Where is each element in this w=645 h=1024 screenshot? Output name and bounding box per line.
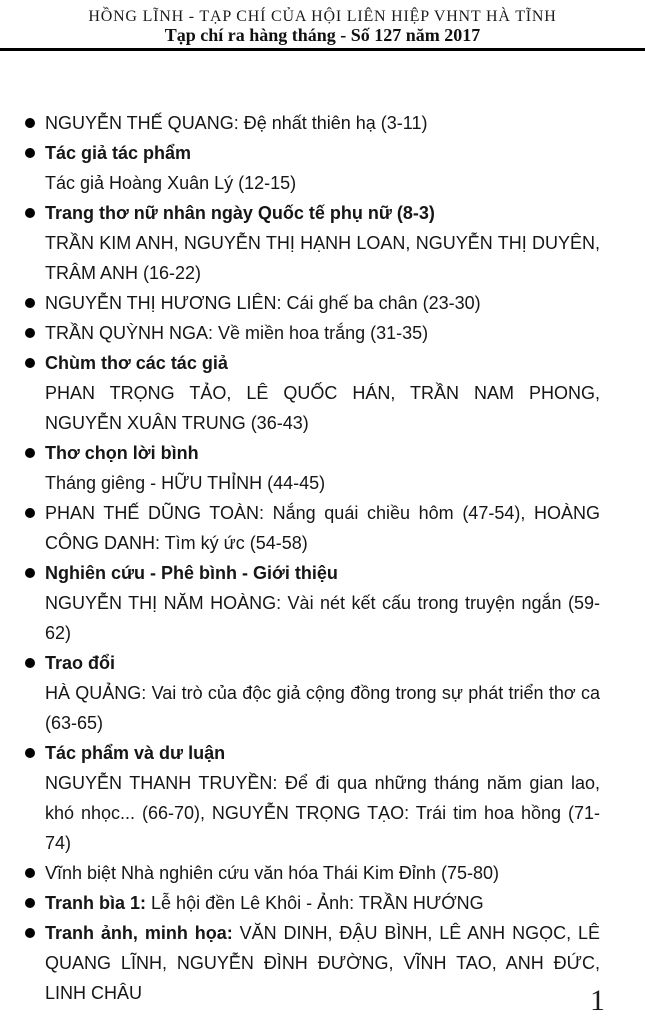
toc-item-lines — [45, 288, 600, 318]
magazine-title: HỒNG LĨNH - TẠP CHÍ CỦA HỘI LIÊN HIỆP VHNT HÀ TĨNH — [88, 8, 557, 25]
toc-line — [45, 738, 600, 768]
toc-list — [0, 108, 600, 1008]
bullet-icon — [25, 898, 35, 908]
toc-line — [45, 768, 600, 858]
bullet-icon — [25, 118, 35, 128]
toc-line — [45, 498, 600, 558]
toc-item-lines — [45, 318, 600, 348]
toc-line — [45, 888, 600, 918]
bullet-icon — [25, 748, 35, 758]
toc-line — [45, 288, 600, 318]
bullet-icon — [25, 208, 35, 218]
toc-line — [45, 558, 600, 588]
toc-item-lines — [45, 888, 600, 918]
toc-line — [45, 348, 600, 378]
toc-line — [45, 138, 600, 168]
magazine-subtitle: Tạp chí ra hàng tháng - Số 127 năm 2017 — [164, 25, 481, 45]
bullet-icon — [25, 568, 35, 578]
bullet-icon — [25, 658, 35, 668]
toc-item-lines — [45, 138, 600, 198]
toc-line — [45, 678, 600, 738]
toc-item — [0, 438, 600, 498]
toc-item — [0, 318, 600, 348]
toc-line — [45, 438, 600, 468]
toc-segment: Lễ hội đền Lê Khôi - Ảnh: TRẦN HƯỚNG — [146, 893, 484, 913]
toc-segment: NGUYỄN THANH TRUYỀN: Để đi qua những tháng năm gian lao, khó nhọc... (66-70), NGUYỄN TRỌNG TẠO: Trái tim hoa hồng (71-74) — [45, 773, 600, 853]
toc-segment: Tháng giêng - HỮU THỈNH (44-45) — [45, 473, 326, 493]
toc-segment-bold: Nghiên cứu - Phê bình - Giới thiệu — [45, 563, 338, 583]
toc-line — [45, 858, 600, 888]
toc-item-lines — [45, 738, 600, 858]
toc-item-lines — [45, 498, 600, 558]
toc-segment: TRẦN QUỲNH NGA: Về miền hoa trắng (31-35) — [45, 323, 429, 343]
toc-segment: Vĩnh biệt Nhà nghiên cứu văn hóa Thái Kim Đỉnh (75-80) — [45, 863, 499, 883]
toc-segment-bold: Tranh ảnh, minh họa: — [45, 923, 233, 943]
toc-segment: PHAN THẾ DŨNG TOÀN: Nắng quái chiều hôm (47-54), HOÀNG CÔNG DANH: Tìm ký ức (54-58) — [45, 503, 600, 553]
toc-item-lines — [45, 198, 600, 288]
toc-segment: VĂN DINH, ĐẬU BÌNH, LÊ ANH NGỌC, LÊ QUANG LĨNH, NGUYỄN ĐÌNH ĐƯỜNG, VĨNH TAO, ANH ĐỨC, LINH CHÂU — [45, 923, 600, 1003]
toc-line — [45, 198, 600, 228]
toc-item-lines — [45, 918, 600, 1008]
header-rule — [0, 48, 645, 51]
toc-item — [0, 918, 600, 1008]
toc-item — [0, 138, 600, 198]
toc-item-lines — [45, 108, 600, 138]
toc-item — [0, 288, 600, 318]
toc-segment: HÀ QUẢNG: Vai trò của độc giả cộng đồng trong sự phát triển thơ ca (63-65) — [45, 683, 600, 733]
toc-item — [0, 738, 600, 858]
toc-item — [0, 888, 600, 918]
bullet-icon — [25, 328, 35, 338]
toc-segment: NGUYỄN THỊ HƯƠNG LIÊN: Cái ghế ba chân (23-30) — [45, 293, 481, 313]
toc-item-lines — [45, 438, 600, 498]
toc-segment-bold: Tác phẩm và dư luận — [45, 743, 226, 763]
toc-line — [45, 318, 600, 348]
bullet-icon — [25, 868, 35, 878]
bullet-icon — [25, 358, 35, 368]
toc-item-lines — [45, 558, 600, 648]
masthead — [0, 0, 645, 45]
toc-line — [45, 648, 600, 678]
toc-line — [45, 108, 600, 138]
toc-segment-bold: Thơ chọn lời bình — [45, 443, 199, 463]
toc-item — [0, 198, 600, 288]
toc-item-lines — [45, 348, 600, 438]
toc-segment: Tác giả Hoàng Xuân Lý (12-15) — [45, 173, 297, 193]
toc-item — [0, 558, 600, 648]
toc-line — [45, 228, 600, 288]
toc-item-lines — [45, 648, 600, 738]
toc-item — [0, 858, 600, 888]
toc-item — [0, 348, 600, 438]
toc-line — [45, 168, 600, 198]
toc-item — [0, 498, 600, 558]
bullet-icon — [25, 928, 35, 938]
page-number: 1 — [590, 984, 605, 1017]
toc-segment: TRẦN KIM ANH, NGUYỄN THỊ HẠNH LOAN, NGUYỄN THỊ DUYÊN, TRÂM ANH (16-22) — [45, 233, 600, 283]
bullet-icon — [25, 298, 35, 308]
toc-line — [45, 468, 600, 498]
toc-segment-bold: Trao đổi — [45, 653, 116, 673]
toc-segment: NGUYỄN THẾ QUANG: Đệ nhất thiên hạ (3-11) — [45, 113, 428, 133]
toc-segment-bold: Tranh bìa 1: — [45, 893, 147, 913]
toc-line — [45, 378, 600, 438]
toc-item — [0, 648, 600, 738]
bullet-icon — [25, 508, 35, 518]
toc-item-lines — [45, 858, 600, 888]
toc-line — [45, 918, 600, 1008]
toc-line — [45, 588, 600, 648]
toc-segment: NGUYỄN THỊ NĂM HOÀNG: Vài nét kết cấu trong truyện ngắn (59-62) — [45, 593, 600, 643]
bullet-icon — [25, 448, 35, 458]
toc-segment: PHAN TRỌNG TẢO, LÊ QUỐC HÁN, TRẦN NAM PHONG, NGUYỄN XUÂN TRUNG (36-43) — [45, 383, 600, 433]
toc-segment-bold: Tác giả tác phẩm — [45, 143, 192, 163]
toc-segment-bold: Chùm thơ các tác giả — [45, 353, 228, 373]
toc-segment-bold: Trang thơ nữ nhân ngày Quốc tế phụ nữ (8-3) — [45, 203, 435, 223]
bullet-icon — [25, 148, 35, 158]
toc-item — [0, 108, 600, 138]
